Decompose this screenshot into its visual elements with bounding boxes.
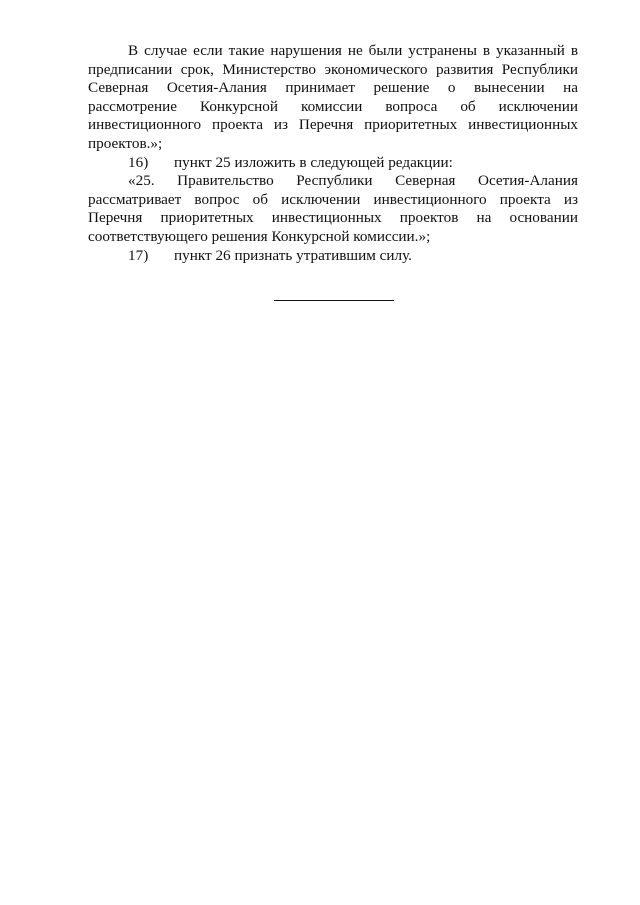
list-item-17: [88, 247, 578, 266]
end-of-document-rule: [274, 300, 394, 301]
item-17-text: пункт 26 признать утратившим силу.: [174, 246, 412, 264]
paragraph-violations: В случае если такие нарушения не были устранены в указанный в предписании срок, Министерство экономического развития Республики Северная Осетия-Алания принимает решение о вынесении на рассмотрение Конкурсной комиссии вопроса об исключении инвестиционного проекта из Перечня приоритетных инвестиционных проектов.»;: [88, 42, 578, 152]
paragraph-25: «25. Правительство Республики Северная Осетия-Алания рассматривает вопрос об исключении инвестиционного проекта из Перечня приоритетных инвестиционных проектов на основании соответствующего решения Конкурсной комиссии.»;: [88, 172, 578, 245]
item-16-text: пункт 25 изложить в следующей редакции:: [174, 153, 453, 171]
item-16-number: 16): [128, 153, 149, 171]
item-17-number: 17): [128, 246, 149, 264]
document-body: [88, 42, 578, 265]
list-item-16: [88, 154, 578, 173]
